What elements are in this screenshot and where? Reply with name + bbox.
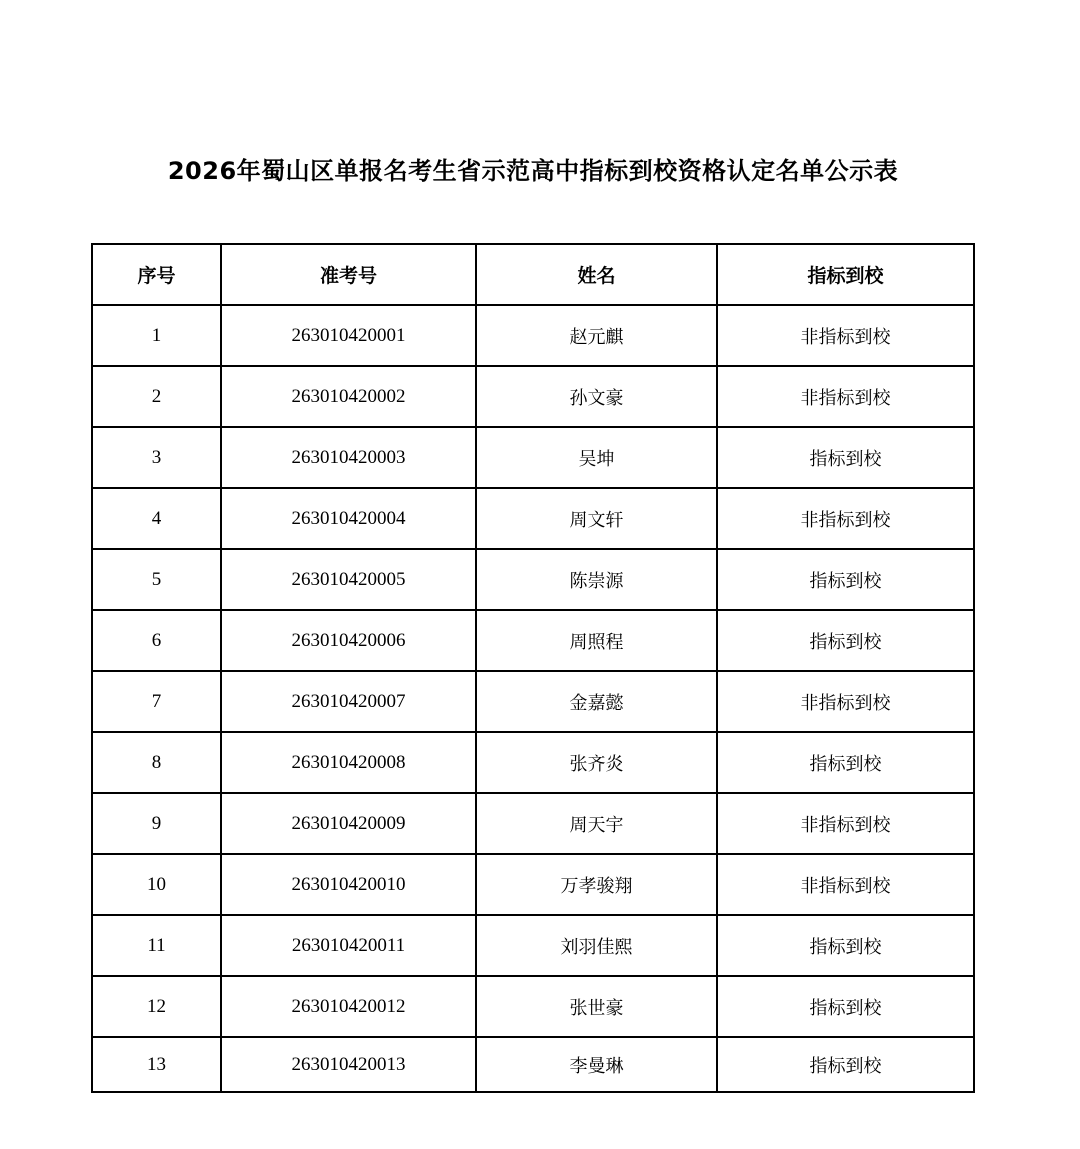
table-row (92, 305, 974, 366)
table-row (92, 793, 974, 854)
cell-quota-status: 指标到校 (717, 549, 974, 610)
header-exam-id: 准考号 (221, 244, 476, 305)
header-quota-status: 指标到校 (717, 244, 974, 305)
table-row (92, 854, 974, 915)
cell-seq: 8 (92, 732, 221, 793)
table-row (92, 1037, 974, 1092)
table-row (92, 671, 974, 732)
cell-exam-id: 263010420006 (221, 610, 476, 671)
cell-quota-status: 指标到校 (717, 976, 974, 1037)
cell-seq: 3 (92, 427, 221, 488)
cell-seq: 9 (92, 793, 221, 854)
cell-seq: 2 (92, 366, 221, 427)
cell-quota-status: 指标到校 (717, 1037, 974, 1092)
cell-exam-id: 263010420010 (221, 854, 476, 915)
table-row (92, 549, 974, 610)
table-row (92, 732, 974, 793)
cell-quota-status: 非指标到校 (717, 488, 974, 549)
cell-seq: 4 (92, 488, 221, 549)
cell-quota-status: 非指标到校 (717, 671, 974, 732)
cell-seq: 10 (92, 854, 221, 915)
cell-name: 赵元麒 (476, 305, 717, 366)
table-row (92, 427, 974, 488)
table-row (92, 610, 974, 671)
table-header-row (92, 244, 974, 305)
table-row (92, 488, 974, 549)
cell-exam-id: 263010420009 (221, 793, 476, 854)
cell-quota-status: 非指标到校 (717, 305, 974, 366)
cell-name: 周文轩 (476, 488, 717, 549)
cell-exam-id: 263010420013 (221, 1037, 476, 1092)
cell-name: 周照程 (476, 610, 717, 671)
cell-name: 刘羽佳熙 (476, 915, 717, 976)
page-title: 2026年蜀山区单报名考生省示范高中指标到校资格认定名单公示表 (167, 157, 899, 185)
cell-quota-status: 非指标到校 (717, 793, 974, 854)
cell-name: 陈崇源 (476, 549, 717, 610)
cell-exam-id: 263010420003 (221, 427, 476, 488)
table-row (92, 366, 974, 427)
cell-seq: 12 (92, 976, 221, 1037)
cell-name: 李曼琳 (476, 1037, 717, 1092)
cell-exam-id: 263010420007 (221, 671, 476, 732)
cell-seq: 11 (92, 915, 221, 976)
cell-exam-id: 263010420008 (221, 732, 476, 793)
roster-table (91, 243, 975, 1093)
cell-quota-status: 指标到校 (717, 427, 974, 488)
cell-exam-id: 263010420012 (221, 976, 476, 1037)
cell-name: 万孝骏翔 (476, 854, 717, 915)
header-name: 姓名 (476, 244, 717, 305)
cell-seq: 7 (92, 671, 221, 732)
cell-exam-id: 263010420004 (221, 488, 476, 549)
cell-exam-id: 263010420001 (221, 305, 476, 366)
cell-name: 孙文豪 (476, 366, 717, 427)
cell-quota-status: 非指标到校 (717, 366, 974, 427)
cell-quota-status: 指标到校 (717, 610, 974, 671)
cell-quota-status: 指标到校 (717, 732, 974, 793)
cell-quota-status: 非指标到校 (717, 854, 974, 915)
table-row (92, 915, 974, 976)
cell-seq: 1 (92, 305, 221, 366)
cell-seq: 13 (92, 1037, 221, 1092)
cell-name: 张世豪 (476, 976, 717, 1037)
cell-name: 吴坤 (476, 427, 717, 488)
table-row (92, 976, 974, 1037)
cell-exam-id: 263010420002 (221, 366, 476, 427)
header-seq: 序号 (92, 244, 221, 305)
cell-seq: 5 (92, 549, 221, 610)
cell-quota-status: 指标到校 (717, 915, 974, 976)
cell-name: 金嘉懿 (476, 671, 717, 732)
cell-name: 周天宇 (476, 793, 717, 854)
cell-name: 张齐炎 (476, 732, 717, 793)
cell-exam-id: 263010420011 (221, 915, 476, 976)
cell-exam-id: 263010420005 (221, 549, 476, 610)
cell-seq: 6 (92, 610, 221, 671)
